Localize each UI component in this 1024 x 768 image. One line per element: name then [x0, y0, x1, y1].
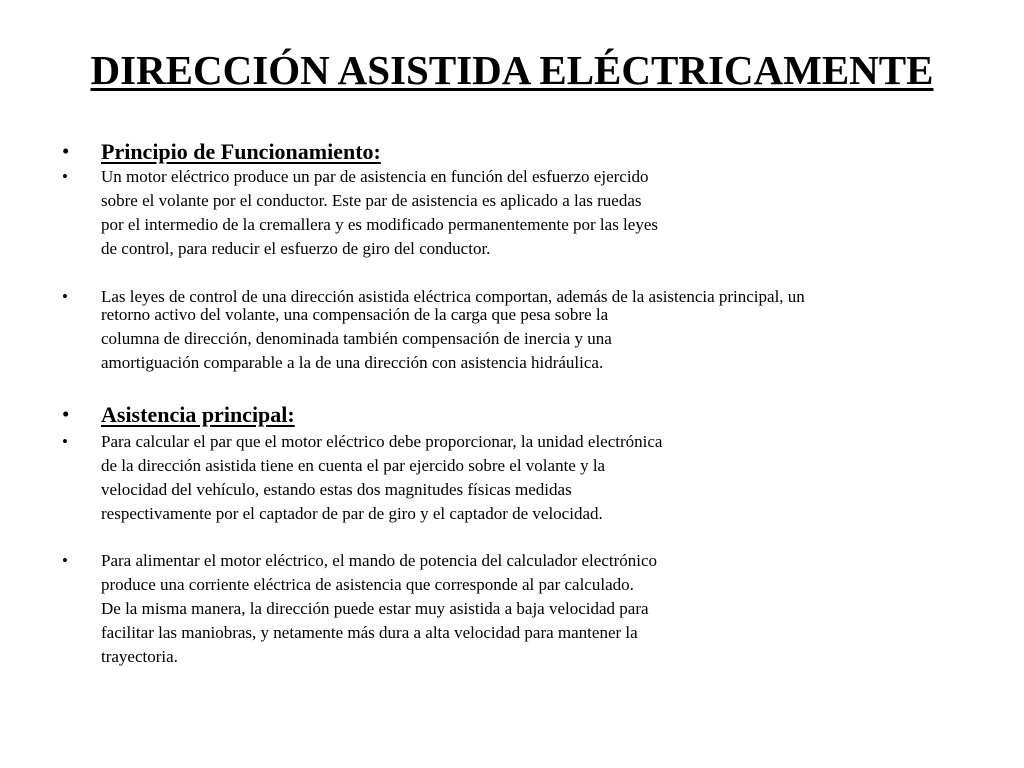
paragraph-line: por el intermedio de la cremallera y es modificado permanentemente por las leyes — [101, 215, 658, 234]
paragraph-line: retorno activo del volante, una compensación de la carga que pesa sobre la — [101, 305, 609, 324]
paragraph-line: amortiguación comparable a la de una dirección con asistencia hidráulica. — [101, 353, 604, 372]
section-heading-text: Principio de Funcionamiento: — [101, 139, 381, 164]
bullet-icon: • — [62, 432, 68, 451]
paragraph-line: produce una corriente eléctrica de asistencia que corresponde al par calculado. — [101, 575, 634, 594]
page-title-text: DIRECCIÓN ASISTIDA ELÉCTRICAMENTE — [90, 47, 934, 93]
paragraph-line: de control, para reducir el esfuerzo de giro del conductor. — [101, 239, 491, 258]
paragraph-line: trayectoria. — [101, 647, 178, 666]
bullet-icon: • — [62, 139, 70, 163]
section-heading-text: Asistencia principal: — [101, 402, 295, 427]
paragraph-line: columna de dirección, denominada también compensación de inercia y una — [101, 329, 612, 348]
bullet-icon: • — [62, 551, 68, 570]
bullet-icon: • — [62, 287, 68, 306]
page-title — [0, 44, 1024, 96]
paragraph-line: De la misma manera, la dirección puede estar muy asistida a baja velocidad para — [101, 599, 649, 618]
paragraph-line: Para calcular el par que el motor eléctrico debe proporcionar, la unidad electrónica — [101, 432, 663, 451]
paragraph-line: velocidad del vehículo, estando estas dos magnitudes físicas medidas — [101, 480, 572, 499]
bullet-icon: • — [62, 402, 70, 426]
paragraph-line: de la dirección asistida tiene en cuenta el par ejercido sobre el volante y la — [101, 456, 606, 475]
paragraph-line: respectivamente por el captador de par de giro y el captador de velocidad. — [101, 504, 603, 523]
bullet-icon: • — [62, 167, 68, 186]
paragraph-line: sobre el volante por el conductor. Este par de asistencia es aplicado a las ruedas — [101, 191, 642, 210]
paragraph-line: Las leyes de control de una dirección asistida eléctrica comportan, además de la asistencia principal, un — [101, 287, 805, 306]
paragraph-line: Para alimentar el motor eléctrico, el mando de potencia del calculador electrónico — [101, 551, 658, 570]
paragraph-line: Un motor eléctrico produce un par de asistencia en función del esfuerzo ejercido — [101, 167, 649, 186]
paragraph-line: facilitar las maniobras, y netamente más dura a alta velocidad para mantener la — [101, 623, 638, 642]
